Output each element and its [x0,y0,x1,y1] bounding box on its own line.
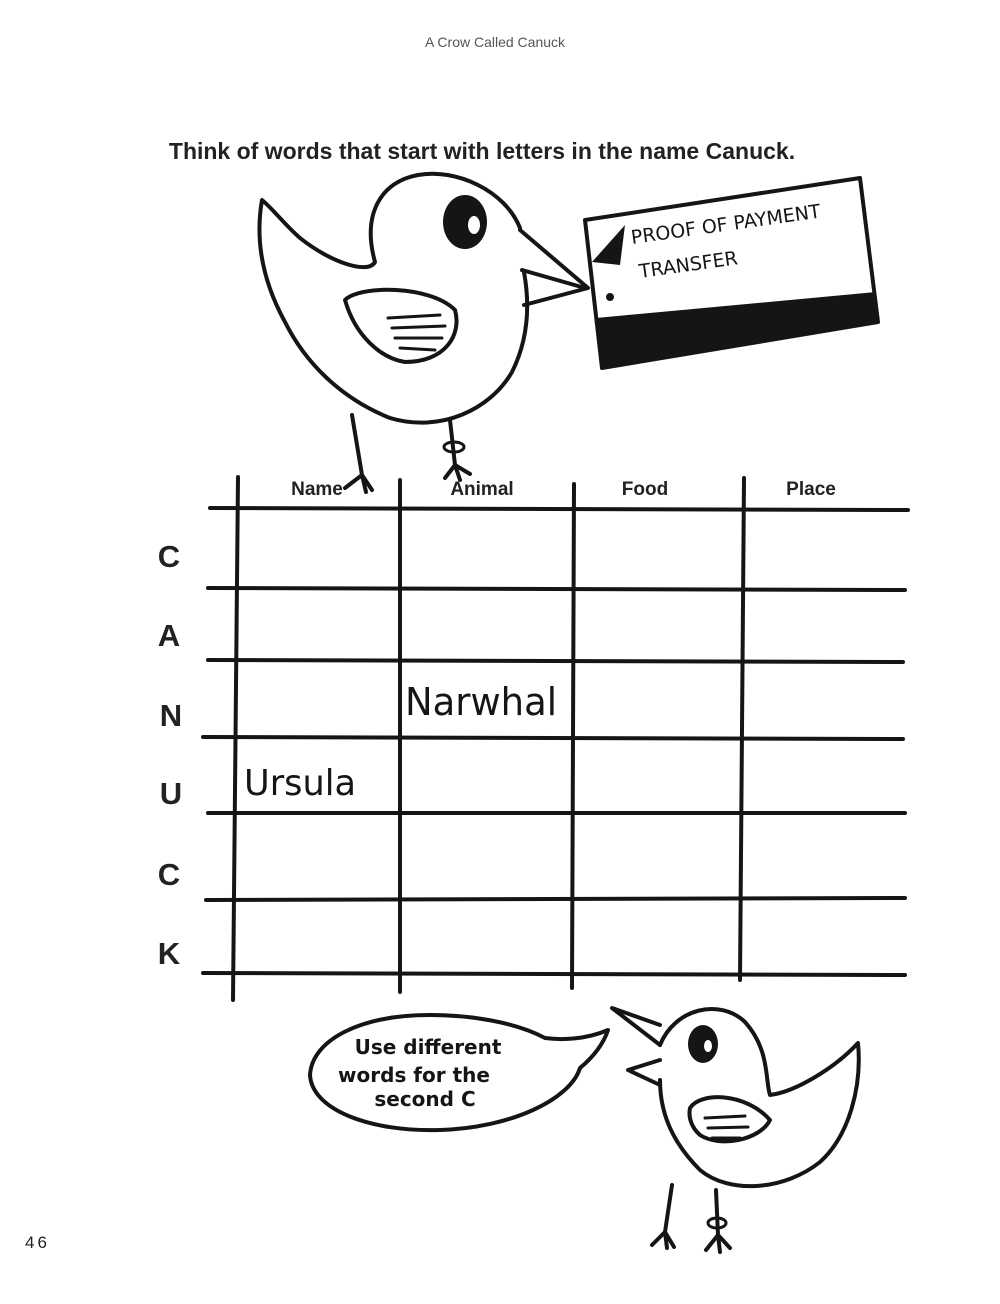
running-title: A Crow Called Canuck [424,34,566,50]
grid-hline [206,898,905,900]
grid-hline [203,737,903,739]
page-number: 46 [25,1233,50,1252]
column-header-food: Food [621,479,669,500]
row-letter-c-second: C [157,857,181,892]
grid-vline [740,478,744,980]
row-letter-a: A [157,618,181,653]
ticket-line-2: TRANSFER [637,247,740,283]
canuck-grid [203,477,908,1000]
transfer-ticket [585,178,878,368]
top-crow-left-leg [345,415,372,492]
ticket-line-1: PROOF OF PAYMENT [629,200,822,249]
speech-bubble-line-1: Use different [354,1035,502,1059]
bottom-crow-eye-icon [688,1025,718,1063]
grid-hline [208,588,905,590]
row-letter-u: U [159,776,183,811]
speech-bubble-line-3: second C [374,1087,476,1111]
bottom-crow-illustration [612,1008,859,1252]
grid-hline-top [210,508,908,510]
bottom-crow-wing [689,1097,770,1141]
instruction-heading: Think of words that start with letters in the name Canuck. [168,138,796,164]
grid-vline [572,484,574,988]
top-crow-illustration [259,174,588,492]
top-crow-body [259,174,527,423]
speech-bubble-line-2: words for the [338,1063,490,1087]
entry-animal-n: Narwhal [405,680,557,724]
grid-hline [208,660,903,662]
row-letter-c: C [157,539,181,574]
column-header-place: Place [786,479,836,500]
bottom-crow-beak [612,1008,660,1045]
top-crow-eye-icon [443,195,487,249]
row-letter-k: K [157,936,181,971]
top-crow-beak [520,230,588,305]
bottom-crow-left-leg [652,1185,674,1248]
grid-vline [233,477,238,1000]
grid-hline-bottom [203,973,905,975]
entry-name-u: Ursula [244,763,356,804]
column-header-name: Name [291,479,343,500]
row-letter-n: N [159,698,183,733]
column-header-animal: Animal [450,479,514,500]
